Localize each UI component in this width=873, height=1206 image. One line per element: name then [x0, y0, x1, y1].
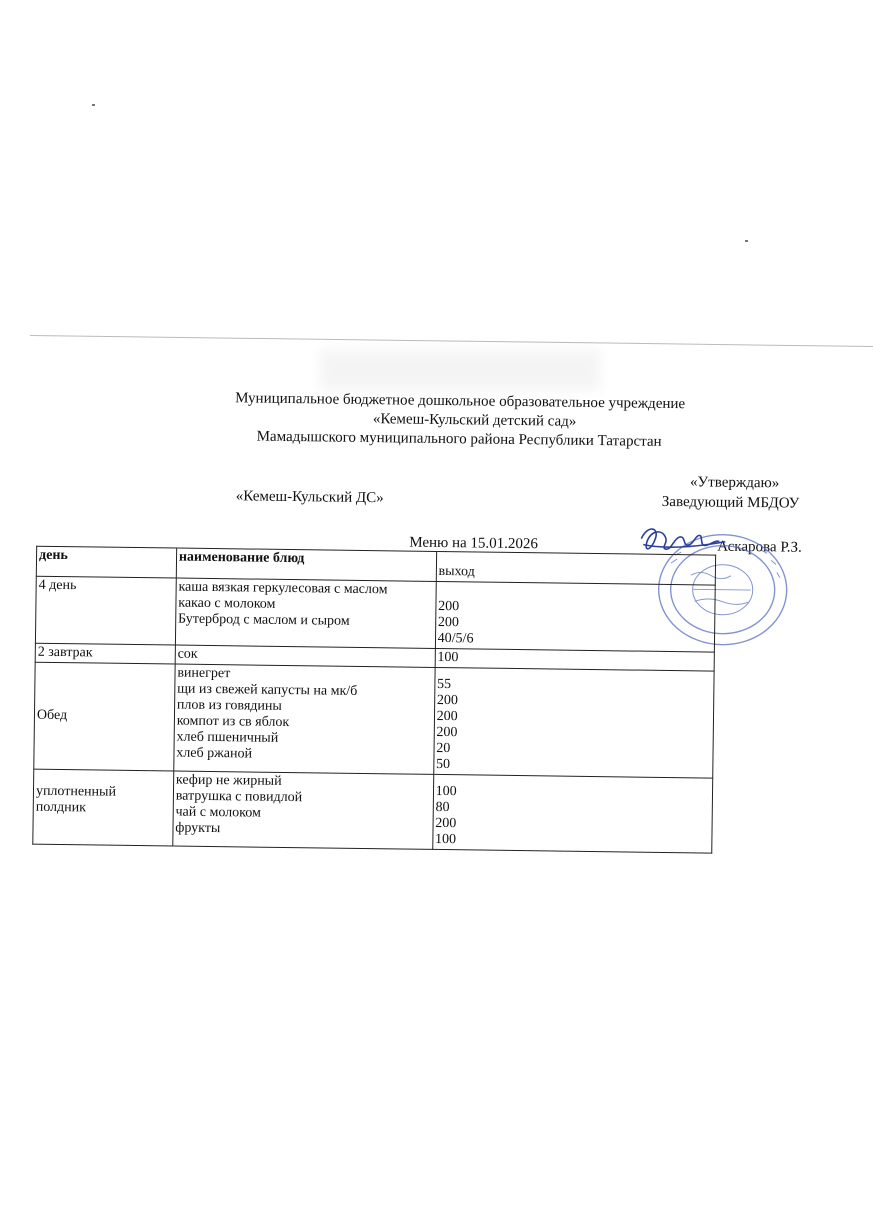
yield-value: 200 [437, 614, 460, 631]
yield-value: 200 [435, 815, 457, 832]
menu-table [32, 546, 716, 854]
yield-value: 100 [435, 783, 457, 800]
org-name-line2: «Кемеш-Кульский детский сад» [372, 411, 577, 430]
org-name-line3: Мамадышского муниципального района Республики Татарстан [256, 428, 662, 450]
dish-name: щи из свежей капусты на мк/б [177, 681, 358, 699]
approve-label: «Утверждаю» [689, 474, 780, 492]
dish-name: ватрушка с повидлой [175, 788, 303, 806]
meal-cell [33, 769, 174, 846]
yield-value: 200 [436, 708, 458, 725]
yield-value: 200 [438, 598, 460, 615]
yield-value: 200 [436, 692, 458, 709]
meal-name: Обед [36, 707, 68, 724]
dish-name: какао с молоком [178, 595, 276, 612]
yield-value: 100 [434, 831, 457, 848]
org-name-line1: Муниципальное бюджетное дошкольное образовательное учреждение [235, 390, 686, 413]
header-cell-day: день [36, 546, 176, 578]
yield-cell [433, 667, 714, 778]
dishes-cell [175, 578, 436, 648]
dish-name: хлеб пшеничный [176, 729, 279, 746]
meal-cell [35, 643, 175, 664]
head-name: Аскарова Р.З. [717, 538, 802, 556]
dish-name: чай с молоком [175, 804, 261, 821]
table-row [34, 662, 714, 778]
menu-title: Меню на 15.01.2026 [409, 534, 539, 553]
yield-value: 55 [437, 676, 452, 693]
yield-value: 50 [435, 756, 451, 773]
yield-value: 80 [435, 799, 450, 816]
dish-name: каша вязкая геркулесовая с маслом [178, 579, 388, 598]
dish-name: компот из св яблок [176, 713, 290, 731]
yield-cell [435, 581, 715, 652]
meal-name: полдник [35, 799, 87, 816]
header-cell-dishes: наименование блюд [176, 548, 436, 581]
table-row [33, 769, 713, 853]
header-cell-yield: выход [436, 551, 716, 585]
dish-name: хлеб ржаной [176, 745, 253, 762]
head-title: Заведующий МБДОУ [661, 493, 800, 512]
meal-name: 4 день [38, 577, 77, 594]
yield-cell [432, 774, 712, 853]
yield-value: 20 [436, 740, 451, 757]
meal-cell [34, 662, 175, 771]
meal-name: уплотненный [35, 783, 117, 800]
table-row [35, 576, 715, 652]
dishes-cell [174, 664, 435, 774]
dish-name: кефир не жирный [175, 772, 282, 789]
org-short-name: «Кемеш-Кульский ДС» [235, 488, 384, 507]
meal-cell [35, 576, 176, 645]
dish-name: сок [177, 646, 198, 662]
yield-value: 40/5/6 [437, 630, 474, 647]
dishes-cell [173, 771, 434, 849]
yield-value: 200 [436, 724, 458, 741]
yield-value: 100 [437, 649, 459, 666]
dish-name: плов из говядины [176, 697, 282, 714]
dish-name: винегрет [177, 665, 231, 682]
dish-name: Бутерброд с маслом и сыром [177, 611, 350, 629]
meal-name: 2 завтрак [37, 644, 93, 661]
dish-name: фрукты [175, 820, 221, 837]
